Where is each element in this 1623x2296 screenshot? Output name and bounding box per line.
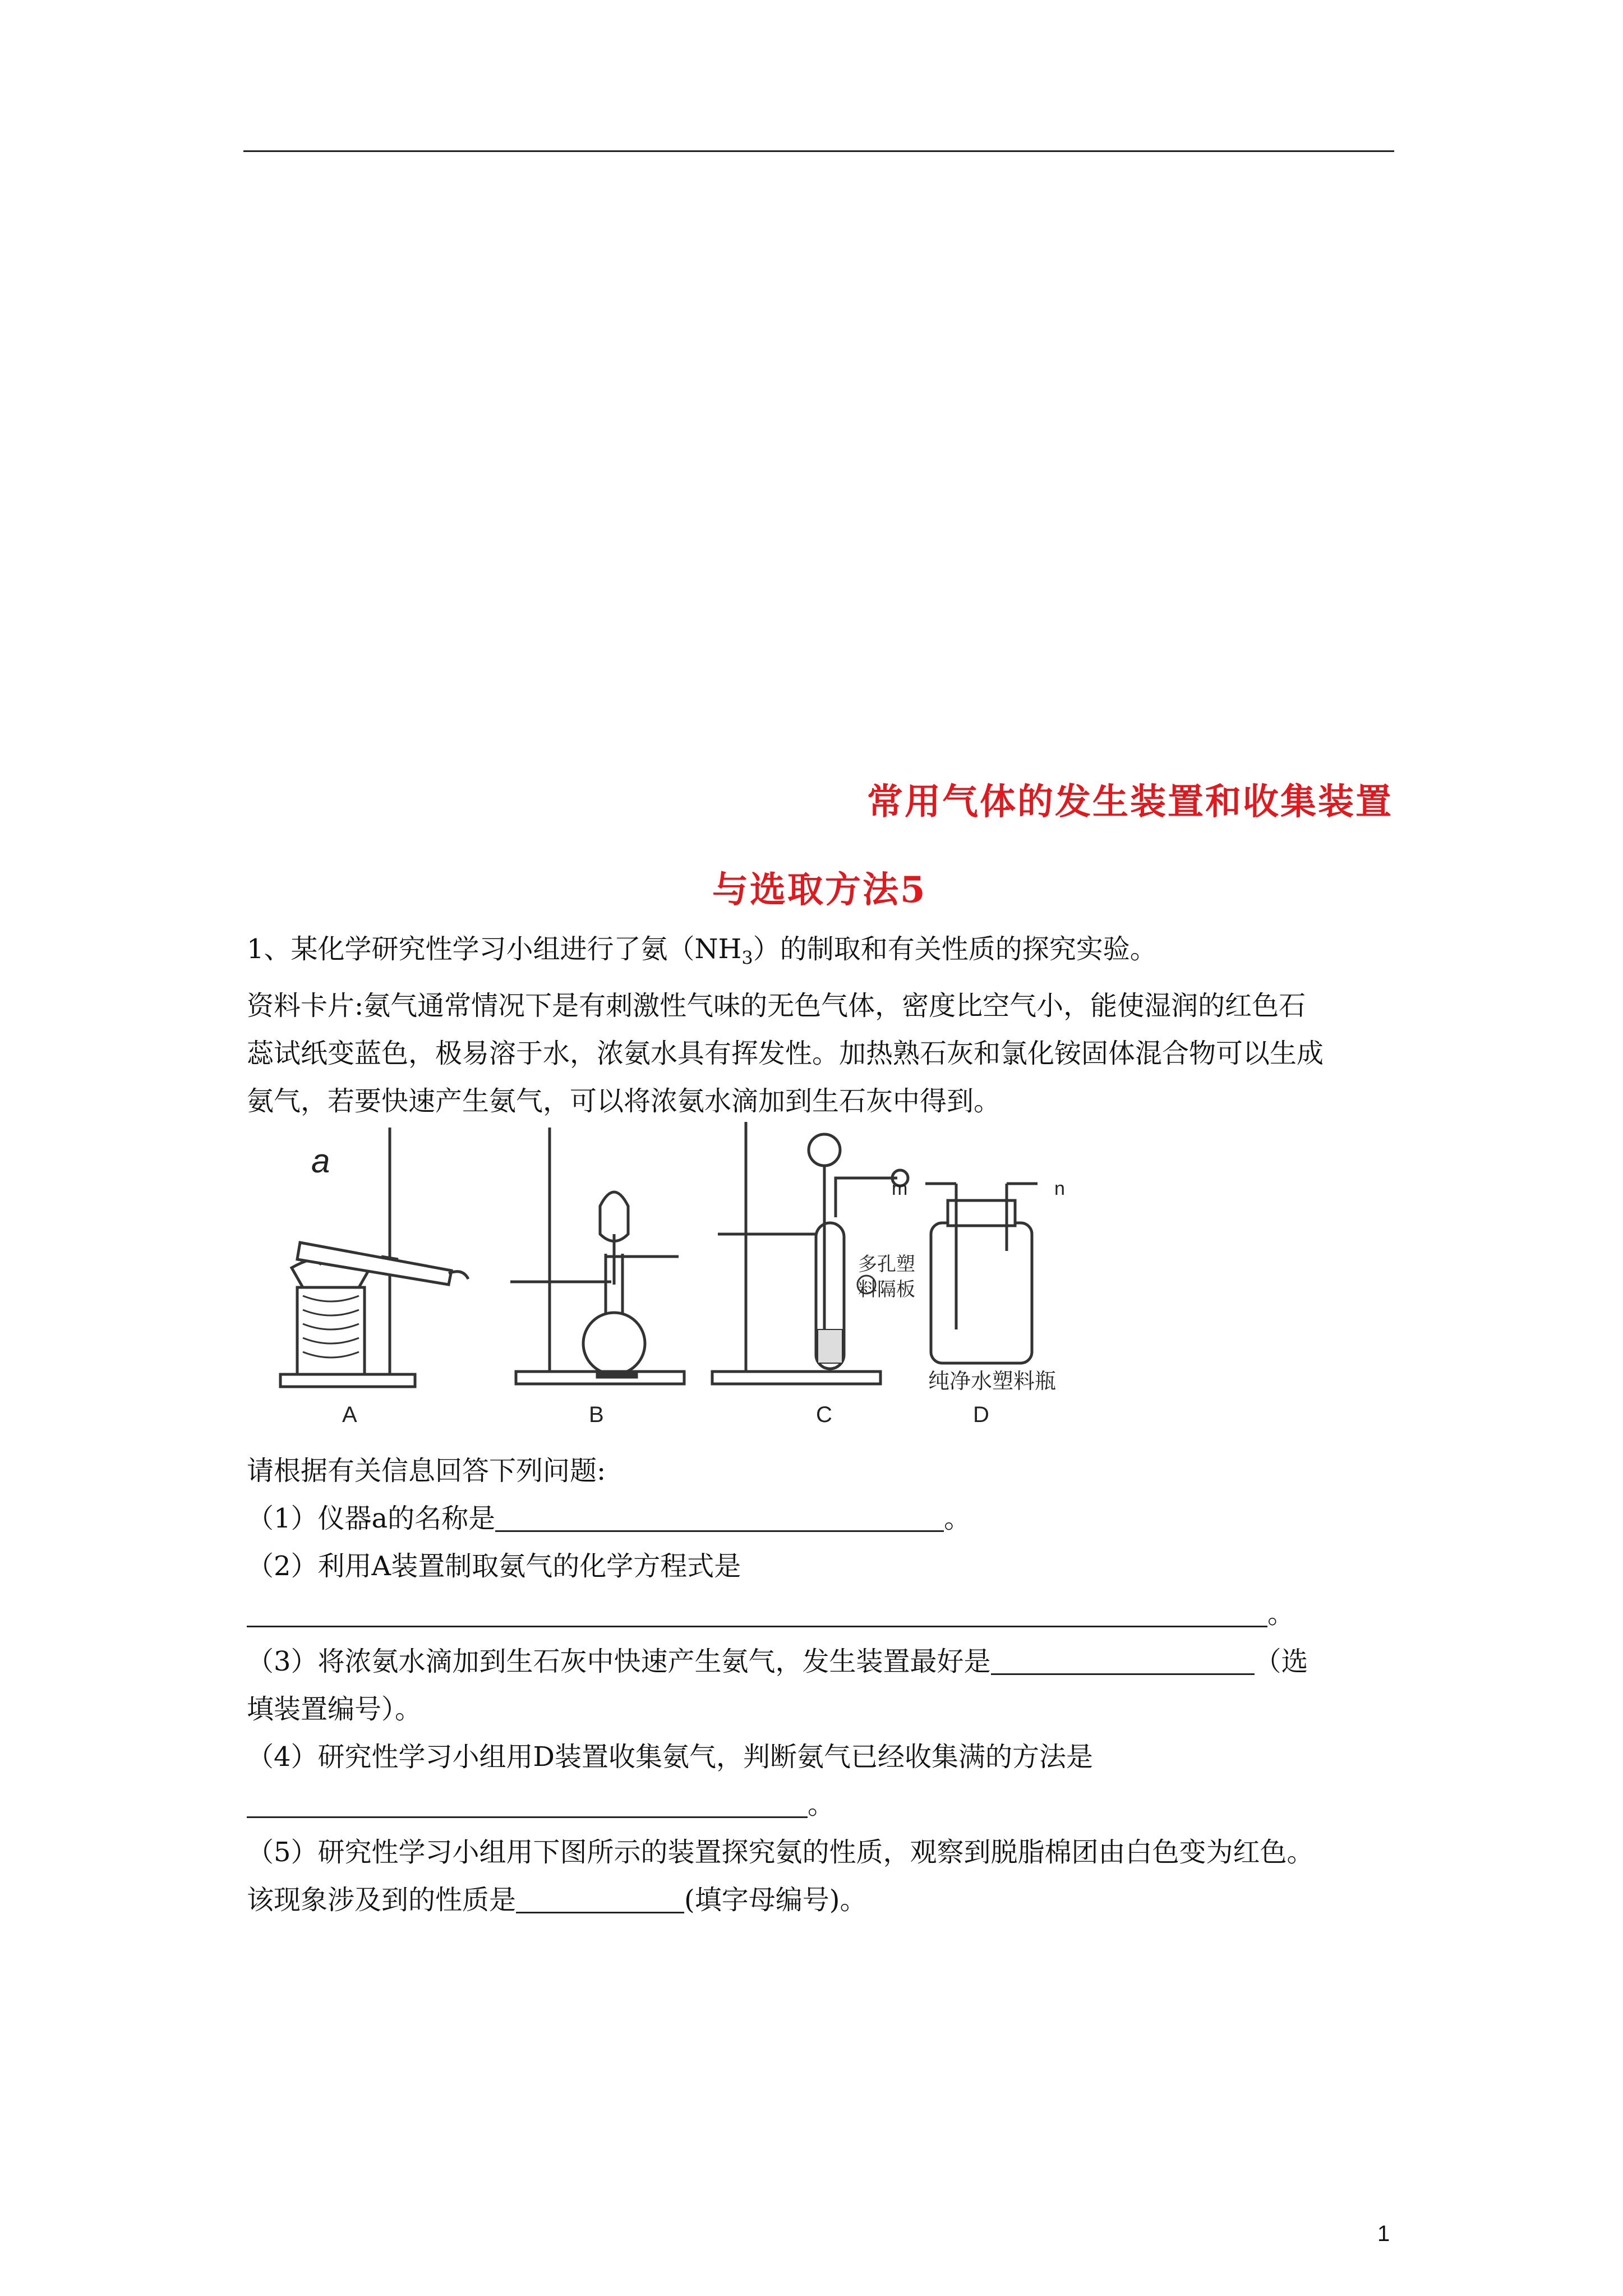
apparatus-d	[925, 1184, 1038, 1363]
page-number: 1	[1377, 2221, 1390, 2246]
q1-2-answer-line	[247, 1590, 1391, 1638]
label-A: A	[342, 1402, 357, 1427]
q1-2-end: 。	[1267, 1598, 1295, 1630]
answer-blank-5[interactable]	[516, 1885, 684, 1913]
label-a: a	[311, 1142, 330, 1180]
answer-blank-1[interactable]	[495, 1503, 944, 1532]
q1-2: （2）利用A装置制取氨气的化学方程式是	[247, 1550, 741, 1582]
apparatus-figure	[269, 1116, 1166, 1430]
q1-intro-text: 1、某化学研究性学习小组进行了氨（NH	[247, 933, 742, 965]
c-plate-label-2: 料隔板	[858, 1278, 915, 1301]
header-rule	[243, 150, 1394, 152]
title-line-2: 与选取方法5	[712, 869, 927, 911]
d-bottle-label: 纯净水塑料瓶	[928, 1369, 1057, 1393]
label-D: D	[973, 1402, 989, 1427]
title-line-1: 常用气体的发生装置和收集装置	[867, 781, 1393, 823]
q1-1-end: 。	[944, 1503, 971, 1534]
nh3-subscript: 3	[741, 947, 753, 969]
q1-3	[247, 1638, 1391, 1686]
answer-blank-3[interactable]	[991, 1646, 1255, 1675]
apparatus-a	[280, 1128, 468, 1387]
label-B: B	[589, 1402, 604, 1427]
label-m: m	[892, 1178, 908, 1199]
q1-4: （4）研究性学习小组用D装置收集氨气，判断氨气已经收集满的方法是	[247, 1741, 1094, 1773]
q1-5-line1: （5）研究性学习小组用下图所示的装置探究氨的性质，观察到脱脂棉团由白色变为红色。	[247, 1837, 1314, 1868]
q1-4-answer-line	[247, 1781, 1391, 1829]
q1-3-text: （3）将浓氨水滴加到生石灰中快速产生氨气，发生装置最好是	[247, 1646, 991, 1677]
c-plate-label-1: 多孔塑	[858, 1253, 915, 1276]
label-n: n	[1054, 1178, 1065, 1199]
prompt: 请根据有关信息回答下列问题:	[247, 1455, 606, 1487]
q1-3-post: （选	[1254, 1646, 1308, 1677]
q1-3-line2: 填装置编号）。	[247, 1694, 422, 1725]
info-line-2: 蕊试纸变蓝色，极易溶于水，浓氨水具有挥发性。加热熟石灰和氯化铵固体混合物可以生成	[247, 1037, 1324, 1069]
q1-5-line2	[247, 1876, 1391, 1924]
apparatus-b	[510, 1128, 684, 1384]
q1-intro-line	[247, 926, 1391, 982]
answer-blank-2[interactable]	[247, 1599, 1267, 1627]
apparatus-drawing	[269, 1116, 1166, 1430]
q1-1-text: （1）仪器a的名称是	[247, 1503, 496, 1534]
question-list	[247, 1447, 1391, 1924]
q1-4-end: 。	[808, 1789, 835, 1820]
label-C: C	[816, 1402, 832, 1427]
info-line-3: 氨气，若要快速产生氨气，可以将浓氨水滴加到生石灰中得到。	[247, 1085, 1001, 1117]
info-line-1: 资料卡片:氨气通常情况下是有刺激性气味的无色气体，密度比空气小，能使湿润的红色石	[247, 990, 1306, 1022]
q1-intro-end: ）的制取和有关性质的探究实验。	[753, 933, 1157, 965]
q1-1	[247, 1495, 1391, 1543]
answer-blank-4[interactable]	[247, 1789, 808, 1818]
question-intro	[247, 926, 1391, 1125]
q1-5-text: 该现象涉及到的性质是	[247, 1884, 517, 1916]
q1-5-end: (填字母编号)。	[684, 1884, 867, 1916]
